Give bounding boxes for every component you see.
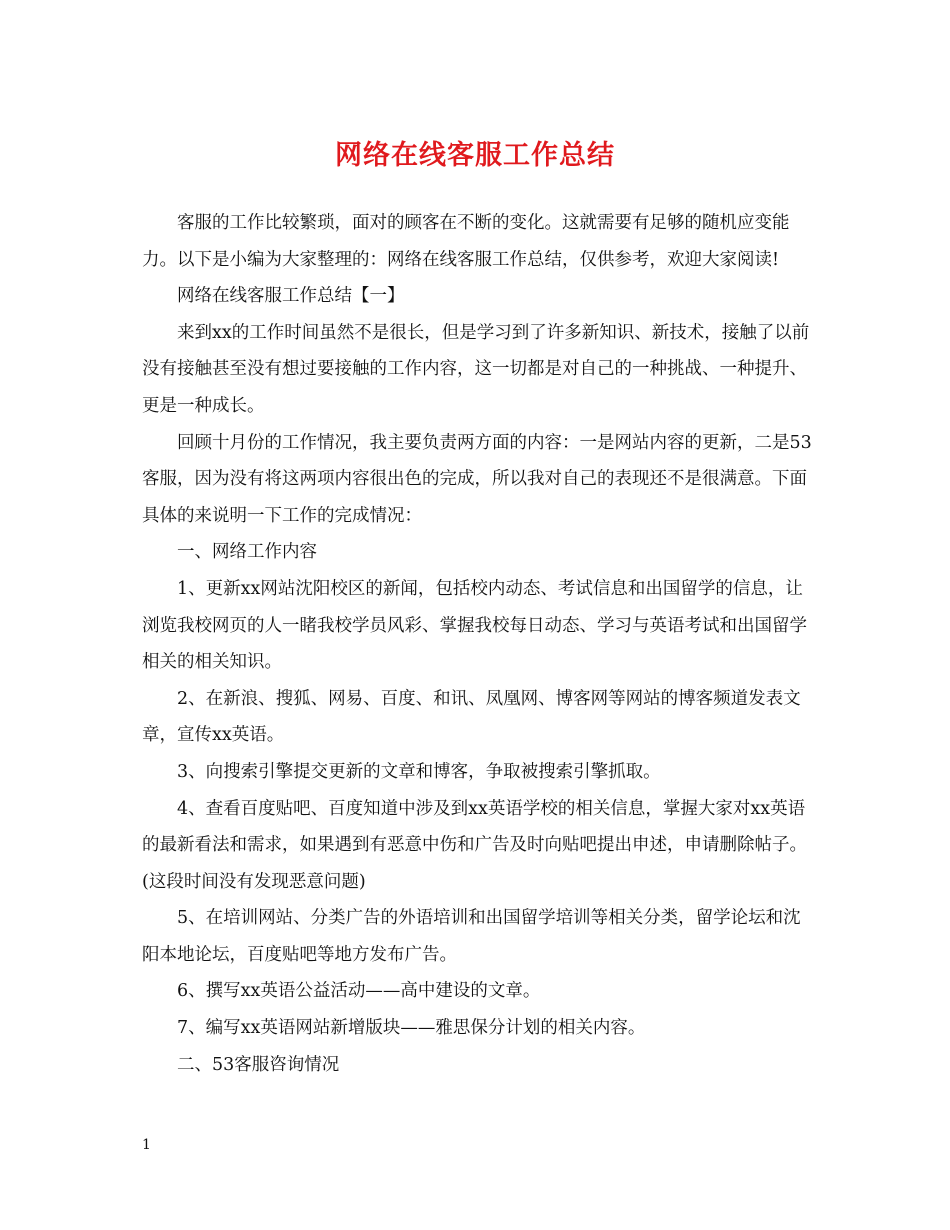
list-item: 7、编写xx英语网站新增版块——雅思保分计划的相关内容。	[177, 1018, 646, 1039]
list-item: 6、撰写xx英语公益活动——高中建设的文章。	[177, 981, 541, 1002]
list-item: 4、查看百度贴吧、百度知道中涉及到xx英语学校的相关信息，掌握大家对xx英语的最新看法和需求，如果遇到有恶意中伤和广告及时向贴吧提出申述，申请删除帖子。(这段时间没有发现恶意问题)	[142, 798, 807, 892]
paragraph-intro: 客服的工作比较繁琐，面对的顾客在不断的变化。这就需要有足够的随机应变能力。以下是小编为大家整理的：网络在线客服工作总结，仅供参考，欢迎大家阅读!	[142, 213, 790, 270]
subsection-heading: 二、53客服咨询情况	[177, 1054, 340, 1075]
paragraph: 回顾十月份的工作情况，我主要负责两方面的内容：一是网站内容的更新，二是53客服，因为没有将这两项内容很出色的完成，所以我对自己的表现还不是很满意。下面具体的来说明一下工作的完成情况：	[142, 432, 812, 526]
list-item: 1、更新xx网站沈阳校区的新闻，包括校内动态、考试信息和出国留学的信息，让浏览我校网页的人一睹我校学员风彩、掌握我校每日动态、学习与英语考试和出国留学相关的相关知识。	[142, 578, 807, 673]
page-number: 1	[142, 1137, 151, 1153]
paragraph: 来到xx的工作时间虽然不是很长，但是学习到了许多新知识、新技术，接触了以前没有接触甚至没有想过要接触的工作内容，这一切都是对自己的一种挑战、一种提升、更是一种成长。	[142, 322, 810, 416]
list-item: 5、在培训网站、分类广告的外语培训和出国留学培训等相关分类，留学论坛和沈阳本地论坛，百度贴吧等地方发布广告。	[142, 908, 801, 965]
section-heading: 网络在线客服工作总结【一】	[177, 286, 405, 307]
document-body	[142, 205, 812, 1083]
list-item: 3、向搜索引擎提交更新的文章和博客，争取被搜索引擎抓取。	[177, 761, 661, 782]
list-item: 2、在新浪、搜狐、网易、百度、和讯、凤凰网、博客网等网站的博客频道发表文章，宣传xx英语。	[142, 688, 801, 746]
document-title: 网络在线客服工作总结	[335, 140, 615, 171]
subsection-heading: 一、网络工作内容	[177, 542, 317, 563]
